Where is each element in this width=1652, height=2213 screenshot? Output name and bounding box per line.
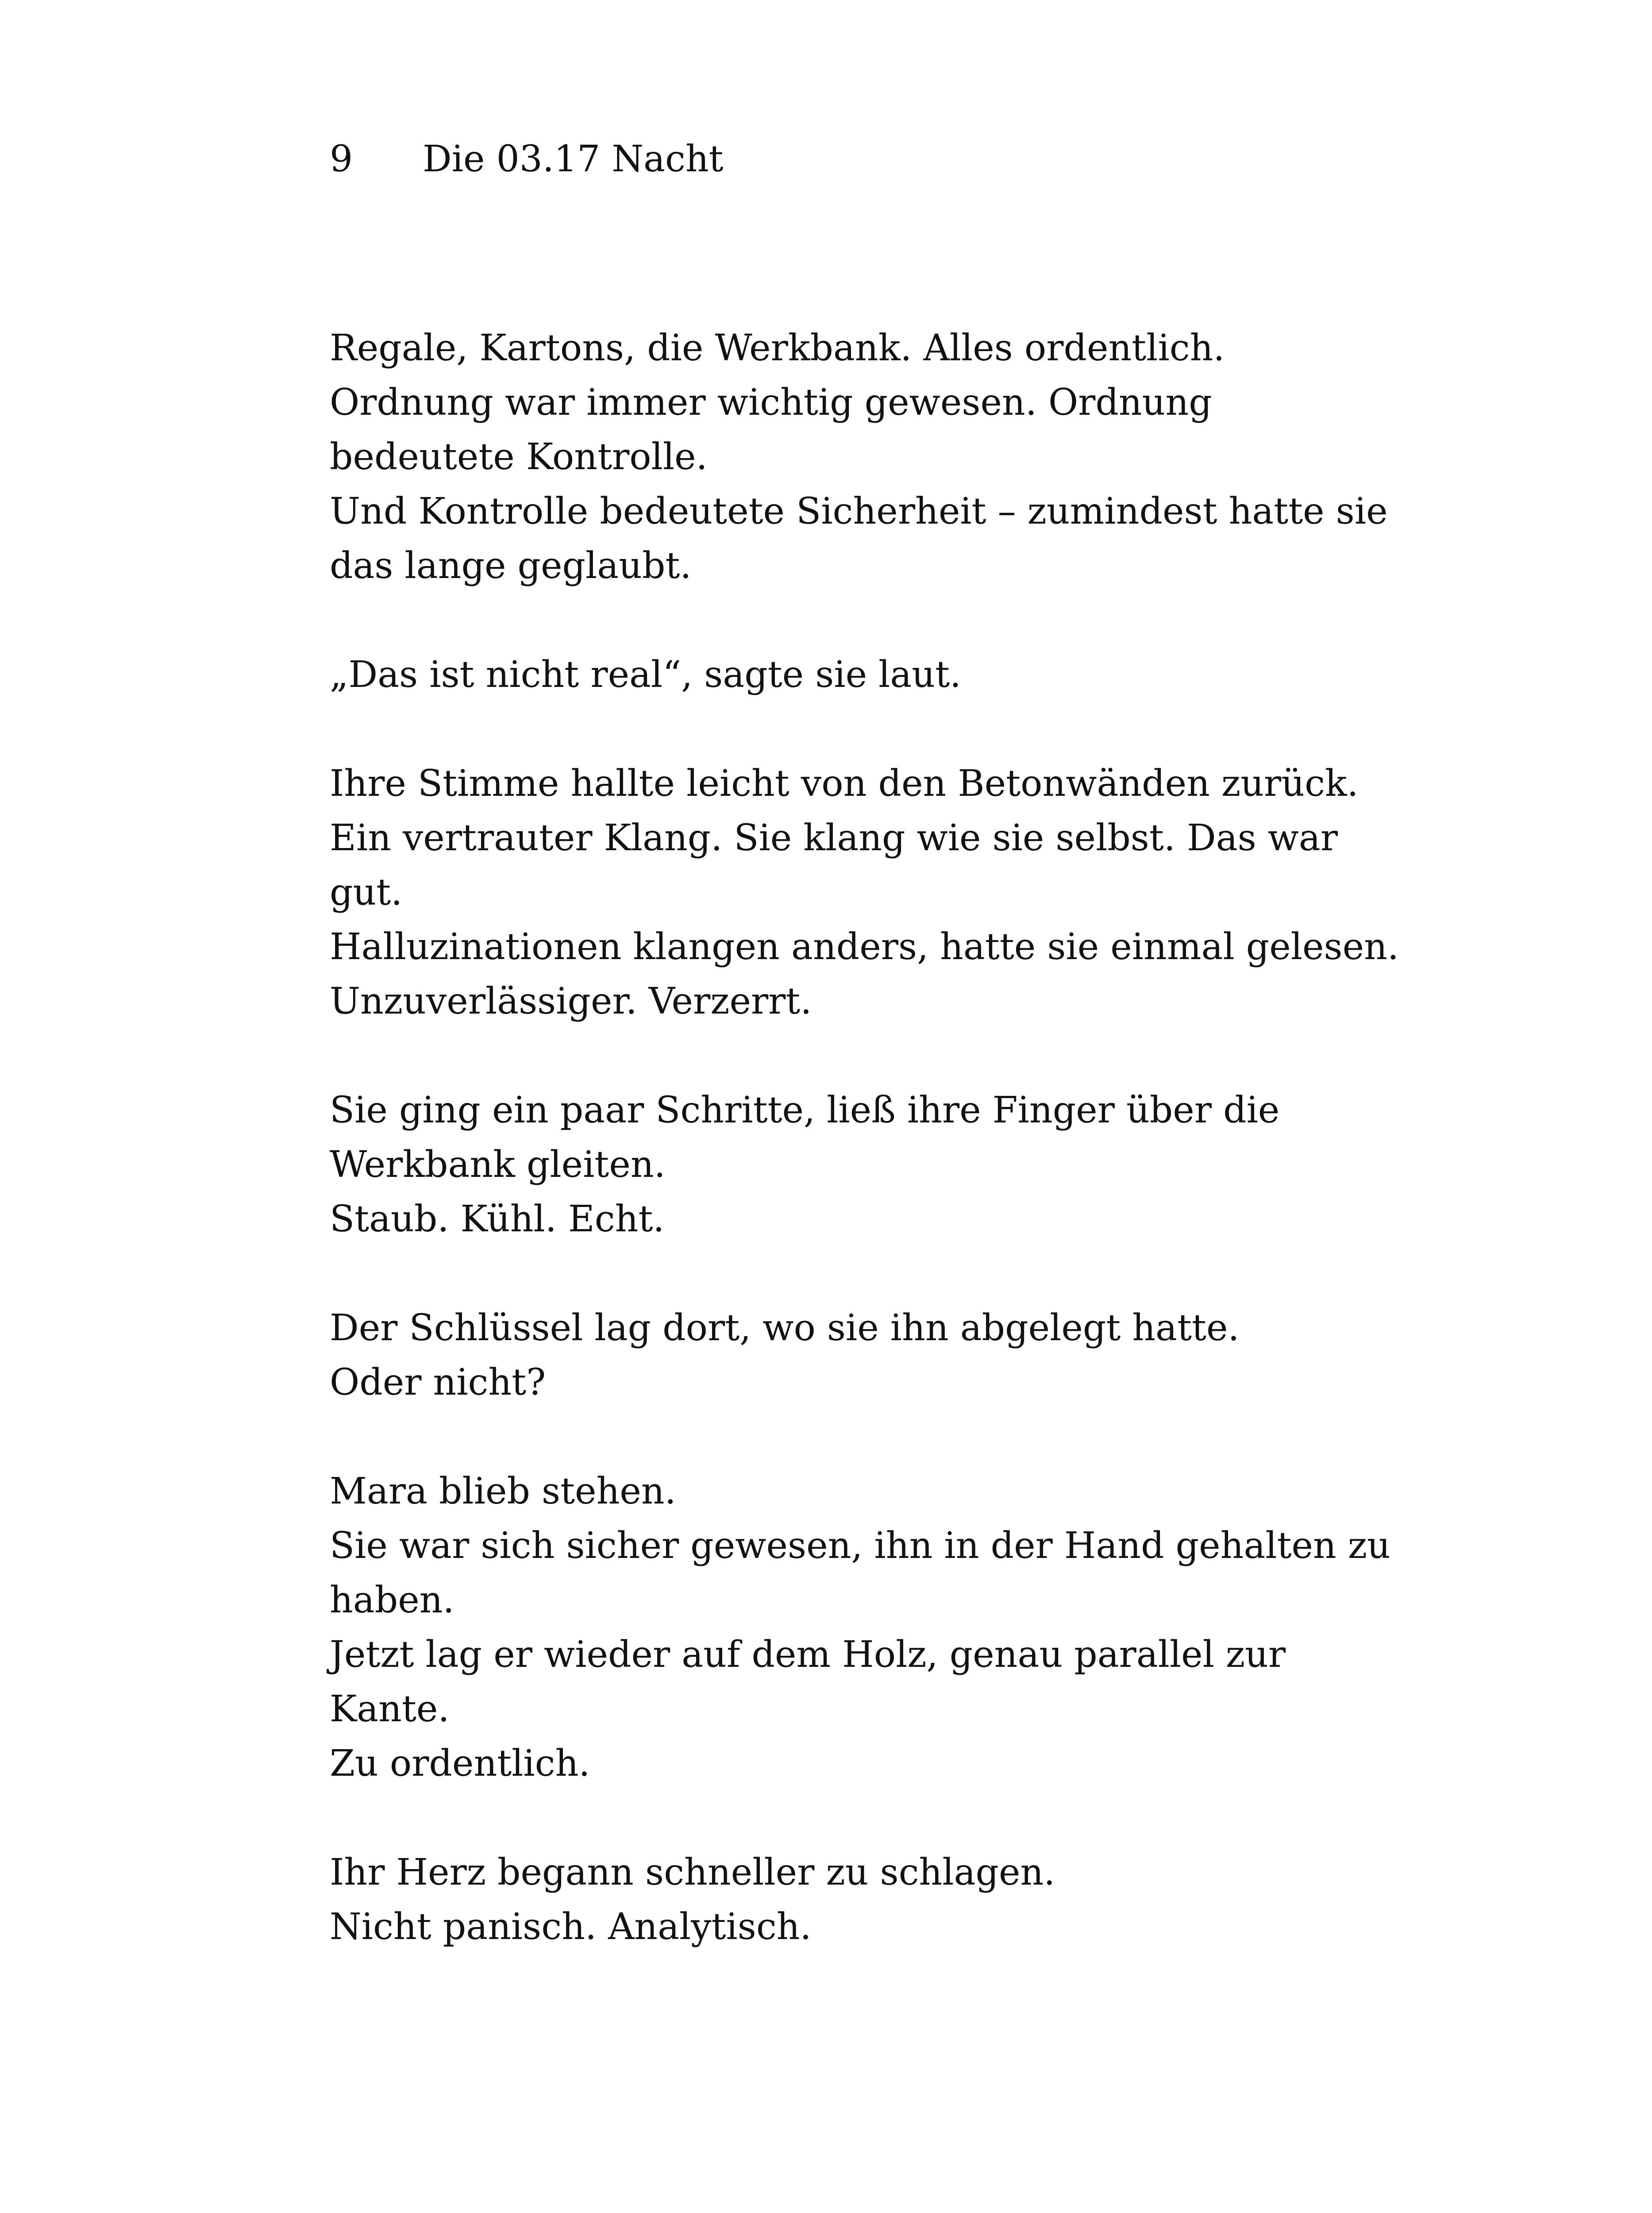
text-line: Sie war sich sicher gewesen, ihn in der Hand gehalten zu: [330, 1525, 1390, 1567]
text-line: „Das ist nicht real“, sagte sie laut.: [330, 654, 962, 696]
body-text: [330, 321, 1399, 2009]
text-line: bedeutete Kontrolle.: [330, 436, 708, 478]
paragraph: [330, 321, 1388, 593]
paragraph: [330, 1464, 1390, 1791]
paragraph: [330, 1845, 1348, 1954]
paragraph: [330, 648, 1348, 702]
text-line: Ihre Stimme hallte leicht von den Betonwänden zurück.: [330, 763, 1359, 805]
text-line: Ordnung war immer wichtig gewesen. Ordnung: [330, 382, 1212, 424]
text-line: Jetzt lag er wieder auf dem Holz, genau parallel zur: [330, 1634, 1286, 1676]
text-line: Der Schlüssel lag dort, wo sie ihn abgelegt hatte.: [330, 1307, 1240, 1349]
chapter-title: Die 03.17 Nacht: [423, 138, 724, 180]
paragraph: [330, 756, 1399, 1029]
page-number: 9: [330, 138, 353, 180]
text-line: Zu ordentlich.: [330, 1743, 590, 1785]
text-line: Ein vertrauter Klang. Sie klang wie sie selbst. Das war: [330, 817, 1338, 859]
text-line: Regale, Kartons, die Werkbank. Alles ordentlich.: [330, 327, 1225, 369]
text-line: Staub. Kühl. Echt.: [330, 1198, 665, 1240]
text-line: haben.: [330, 1579, 454, 1621]
paragraph: [330, 1301, 1348, 1410]
text-line: Mara blieb stehen.: [330, 1470, 676, 1512]
text-line: Sie ging ein paar Schritte, ließ ihre Finger über die: [330, 1089, 1280, 1131]
text-line: Unzuverlässiger. Verzerrt.: [330, 980, 812, 1022]
text-line: Und Kontrolle bedeutete Sicherheit – zumindest hatte sie: [330, 490, 1388, 532]
text-line: Halluzinationen klangen anders, hatte sie einmal gelesen.: [330, 926, 1399, 968]
paragraph: [330, 1083, 1348, 1246]
page-header: [330, 135, 724, 184]
text-line: gut.: [330, 871, 403, 914]
text-line: Kante.: [330, 1688, 450, 1730]
text-line: das lange geglaubt.: [330, 545, 692, 587]
text-line: Nicht panisch. Analytisch.: [330, 1906, 812, 1948]
text-line: Oder nicht?: [330, 1361, 546, 1403]
text-line: Werkbank gleiten.: [330, 1144, 666, 1186]
text-line: Ihr Herz begann schneller zu schlagen.: [330, 1851, 1055, 1893]
